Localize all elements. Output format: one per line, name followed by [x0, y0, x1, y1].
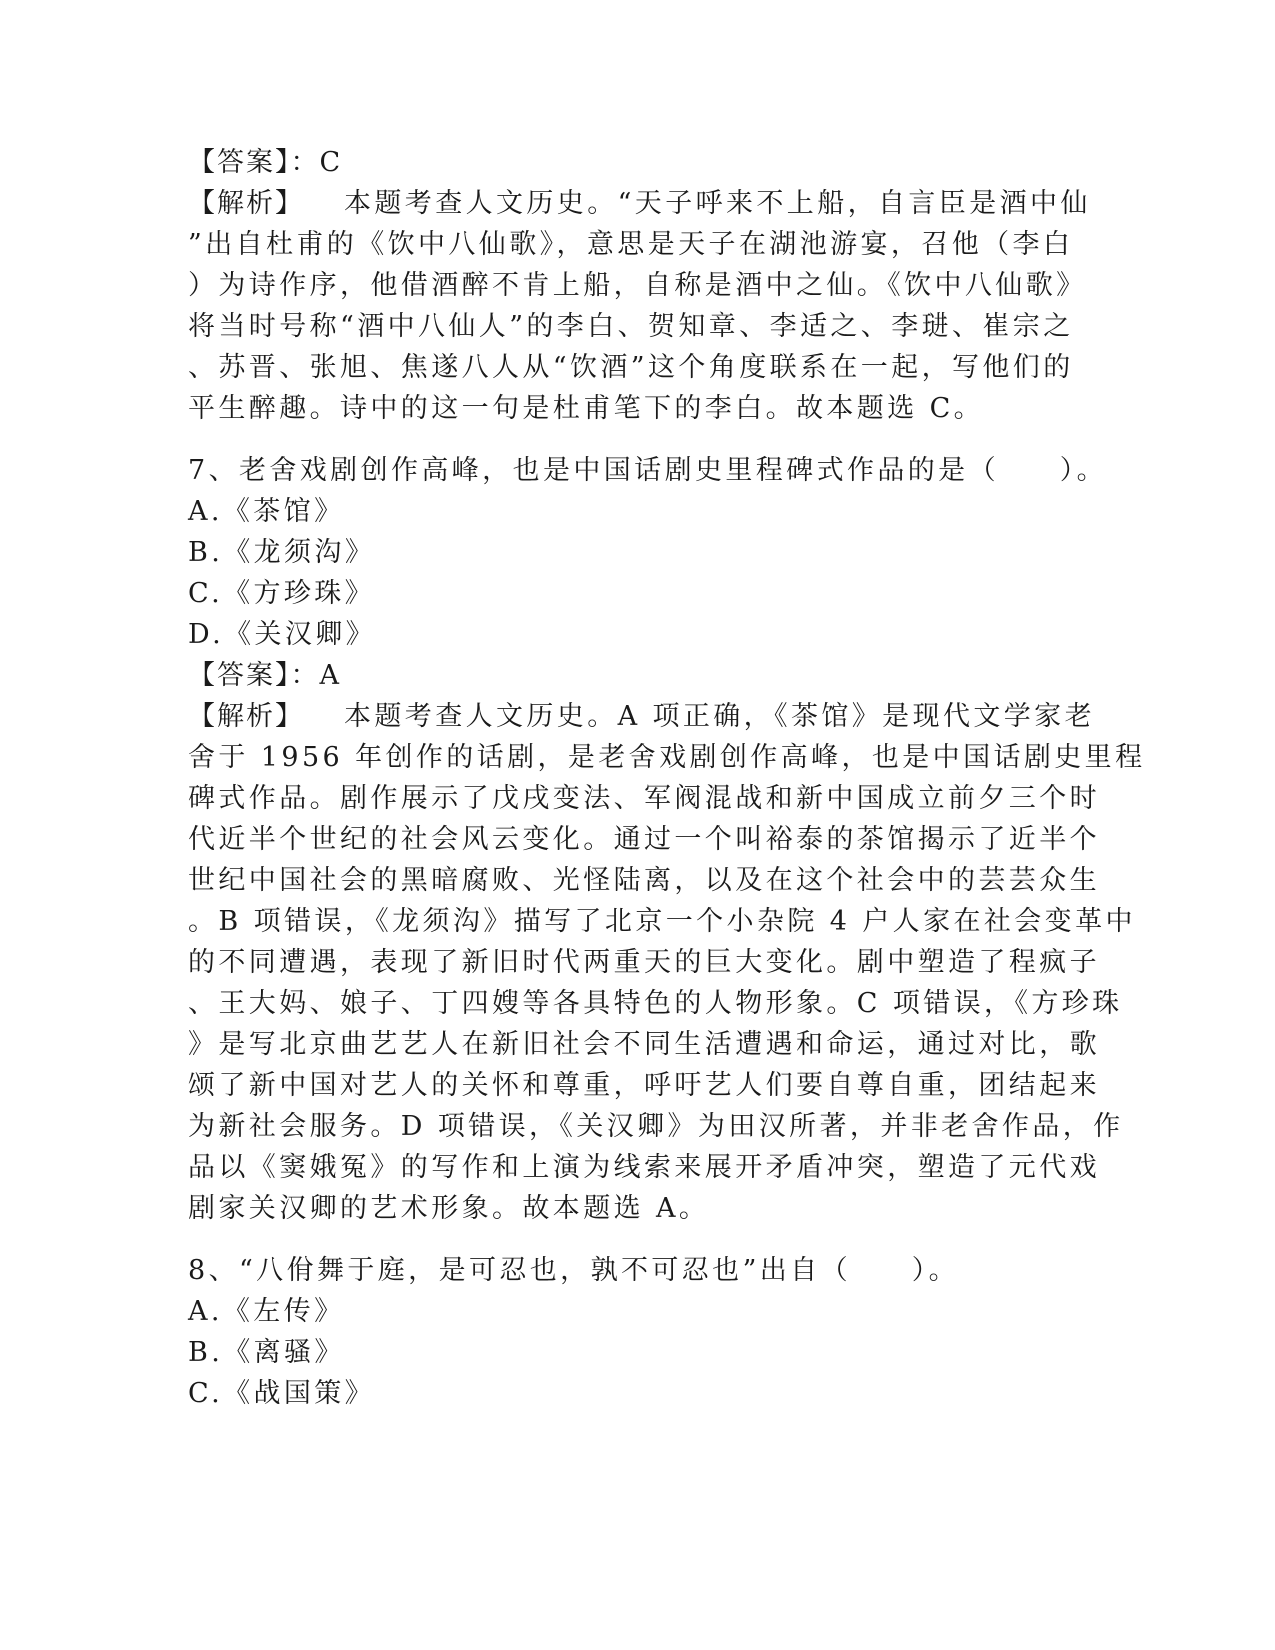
q7-analysis-line-10: 颂了新中国对艺人的关怀和尊重，呼吁艺人们要自尊自重，团结起来 [188, 1070, 1100, 1101]
q7-analysis-line-12: 品以《窦娥冤》的写作和上演为线索来展开矛盾冲突，塑造了元代戏 [188, 1152, 1100, 1183]
analysis-label: 【解析】 [188, 701, 304, 732]
q7-analysis-line-9: 》是写北京曲艺艺人在新旧社会不同生活遭遇和命运，通过对比，歌 [188, 1029, 1100, 1060]
q7-question: 7、老舍戏剧创作高峰，也是中国话剧史里程碑式作品的是（ ）。 [188, 455, 1108, 486]
q7-option-b: B.《龙须沟》 [188, 537, 376, 568]
q7-analysis-line-6: 。B 项错误，《龙须沟》描写了北京一个小杂院 4 户人家在社会变革中 [188, 906, 1136, 937]
q7-analysis-line-13: 剧家关汉卿的艺术形象。故本题选 A。 [188, 1193, 710, 1224]
q6-analysis-line-4: 将当时号称“酒中八仙人”的李白、贺知章、李适之、李琎、崔宗之 [188, 311, 1074, 342]
q7-analysis-line-8: 、王大妈、娘子、丁四嫂等各具特色的人物形象。C 项错误，《方珍珠 [188, 988, 1123, 1019]
q8-option-c: C.《战国策》 [188, 1378, 376, 1409]
q8-option-a: A.《左传》 [188, 1296, 345, 1327]
q7-answer [188, 658, 342, 694]
q7-analysis-line-5: 世纪中国社会的黑暗腐败、光怪陆离，以及在这个社会中的芸芸众生 [188, 865, 1100, 896]
answer-value: C [319, 147, 344, 178]
q6-analysis-line-2: ”出自杜甫的《饮中八仙歌》，意思是天子在湖池游宴，召他（李白 [188, 229, 1074, 260]
q8-option-b: B.《离骚》 [188, 1337, 345, 1368]
q6-answer [188, 145, 344, 181]
analysis-label: 【解析】 [188, 188, 304, 219]
q7-analysis-line-7: 的不同遭遇，表现了新旧时代两重天的巨大变化。剧中塑造了程疯子 [188, 947, 1100, 978]
q7-analysis-line-11: 为新社会服务。D 项错误，《关汉卿》为田汉所著，并非老舍作品，作 [188, 1111, 1124, 1142]
q7-option-c: C.《方珍珠》 [188, 578, 376, 609]
q6-analysis-line-1 [188, 186, 1091, 222]
q7-analysis-line-2: 舍于 1956 年创作的话剧，是老舍戏剧创作高峰，也是中国话剧史里程 [188, 742, 1146, 773]
analysis-text: 本题考查人文历史。“天子呼来不上船，自言臣是酒中仙 [344, 188, 1091, 219]
q8-question: 8、“八佾舞于庭，是可忍也，孰不可忍也”出自（ ）。 [188, 1255, 960, 1286]
q6-analysis-line-3: ）为诗作序，他借酒醉不肯上船，自称是酒中之仙。《饮中八仙歌》 [188, 270, 1087, 301]
analysis-text: 本题考查人文历史。A 项正确，《茶馆》是现代文学家老 [344, 701, 1095, 732]
q7-analysis-line-4: 代近半个世纪的社会风云变化。通过一个叫裕泰的茶馆揭示了近半个 [188, 824, 1100, 855]
answer-label: 【答案】： [188, 660, 320, 691]
q6-analysis-line-6: 平生醉趣。诗中的这一句是杜甫笔下的李白。故本题选 C。 [188, 393, 985, 424]
answer-label: 【答案】： [188, 147, 320, 178]
answer-value: A [319, 660, 343, 691]
q7-option-d: D.《关汉卿》 [188, 619, 377, 650]
q7-analysis-line-3: 碑式作品。剧作展示了戊戌变法、军阀混战和新中国成立前夕三个时 [188, 783, 1100, 814]
q6-analysis-line-5: 、苏晋、张旭、焦遂八人从“饮酒”这个角度联系在一起，写他们的 [188, 352, 1074, 383]
q7-option-a: A.《茶馆》 [188, 496, 345, 527]
q7-analysis-line-1 [188, 699, 1095, 735]
